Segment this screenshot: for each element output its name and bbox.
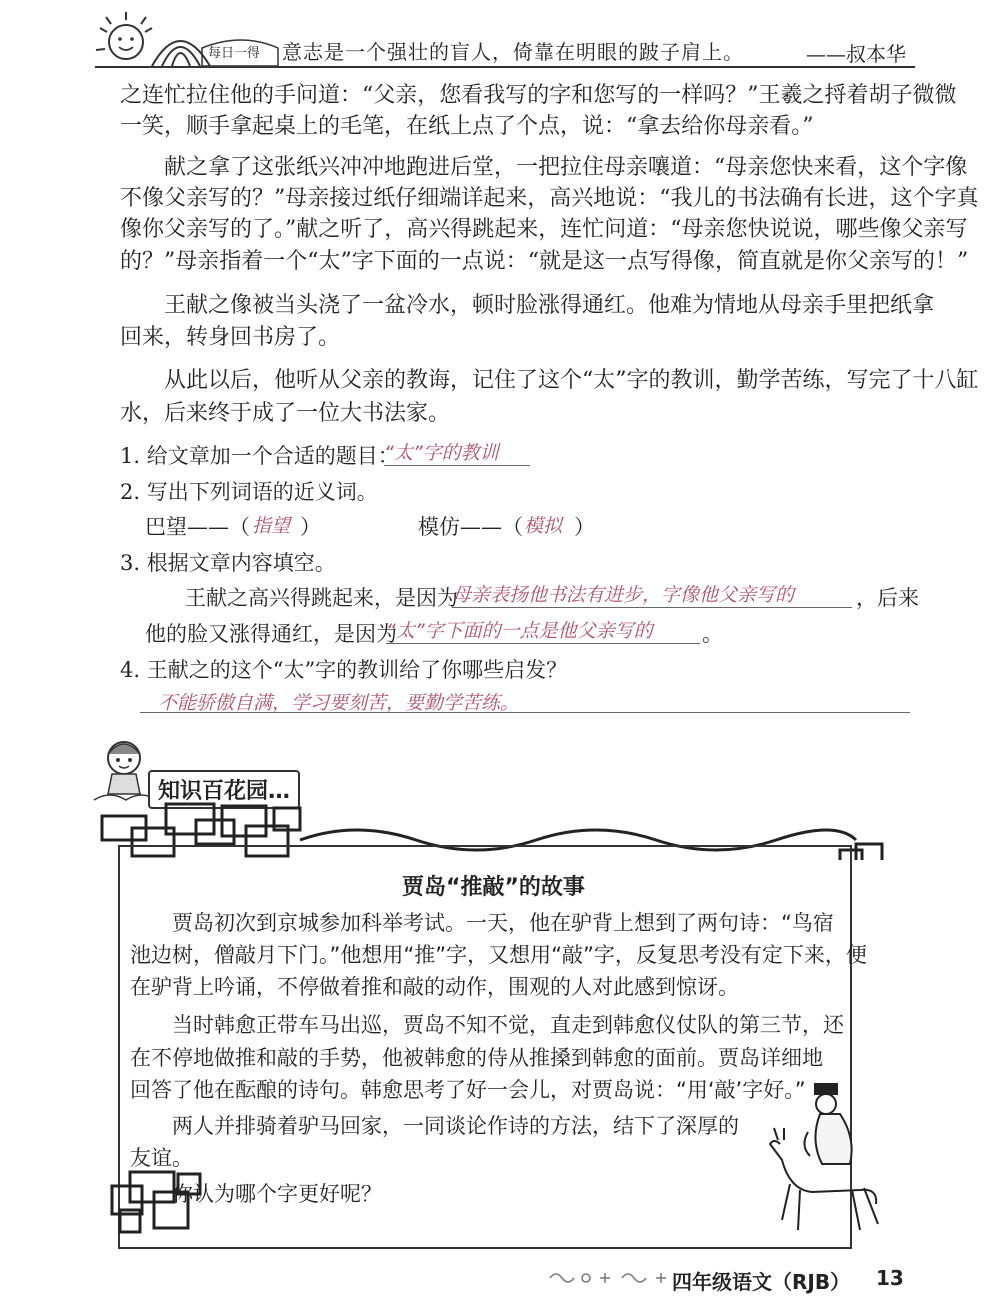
q2-word-2: 模仿——（ (418, 515, 523, 539)
answer-4-line (140, 712, 910, 713)
knowledge-line: 池边树，僧敲月下门。”他想用“推”字，又想用“敲”字，反复思考没有定下来，便 (130, 943, 867, 967)
answer-4: 不能骄傲自满，学习要刻苦，要勤学苦练。 (158, 692, 520, 714)
story-line: 不像父亲写的？”母亲接过纸仔细端详起来，高兴地说：“我儿的书法确有长进，这个字真 (120, 186, 979, 211)
footer-label: 四年级语文（RJB） (672, 1270, 851, 1294)
knowledge-line: 贾岛初次到京城参加科举考试。一天，他在驴背上想到了两句诗：“鸟宿 (130, 911, 834, 935)
story-line: 水，后来终于成了一位大书法家。 (120, 401, 451, 426)
knowledge-line: 在驴背上吟诵，不停做着推和敲的动作，围观的人对此感到惊讶。 (130, 975, 739, 999)
q2-word-1: 巴望——（ (145, 515, 250, 539)
knowledge-line: 两人并排骑着驴马回家，一同谈论作诗的方法，结下了深厚的 (130, 1114, 739, 1138)
question-4: 4. 王献之的这个“太”字的教训给了你哪些启发？ (120, 658, 568, 682)
q3-prefix: 王献之高兴得跳起来，是因为 (185, 586, 458, 610)
q3-middle: ，后来 (856, 586, 919, 610)
knowledge-line: 你认为哪个字更好呢？ (130, 1182, 382, 1206)
corner-squares-decoration (108, 1162, 208, 1238)
answer-2a: 指望 (252, 515, 291, 537)
donkey-rider-illustration (760, 1080, 900, 1255)
story-line: 回来，转身回书房了。 (120, 325, 341, 350)
question-1: 1. 给文章加一个合适的题目： (120, 444, 399, 468)
section-title: 知识百花园… (148, 770, 300, 809)
story-line: 一笑，顺手拿起桌上的毛笔，在纸上点了个点，说：“拿去给你母亲看。” (120, 114, 814, 139)
q2-close-2: ） (574, 515, 595, 539)
knowledge-line: 当时韩愈正带车马出巡，贾岛不知不觉，直走到韩愈仪仗队的第三节，还 (130, 1013, 844, 1037)
story-line: 王献之像被当头浇了一盆冷水，顿时脸涨得通红。他难为情地从母亲手里把纸拿 (120, 293, 935, 318)
knowledge-line: 在不停地做推和敲的手势，他被韩愈的侍从推搡到韩愈的面前。贾岛详细地 (130, 1046, 823, 1070)
story-line: 的？”母亲指着一个“太”字下面的一点说：“就是这一点写得像，简直就是你父亲写的！” (120, 249, 969, 274)
q2-close-1: ） (300, 515, 321, 539)
answer-3b: “太”字下面的一点是他父亲写的 (386, 616, 700, 644)
story-line: 从此以后，他听从父亲的教诲，记住了这个“太”字的教训，勤学苦练，写完了十八缸 (120, 368, 979, 393)
daily-tag: 每日一得 (208, 46, 261, 61)
story-line: 像你父亲写的了。”献之听了，高兴得跳起来，连忙问道：“母亲您快说说，哪些像父亲写 (120, 217, 968, 242)
answer-2b: 模拟 (524, 515, 563, 537)
story-line: 之连忙拉住他的手问道：“父亲，您看我写的字和您写的一样吗？”王羲之捋着胡子微微 (120, 83, 957, 108)
footer-flourish-icon (540, 1264, 670, 1292)
header-rule (95, 66, 915, 68)
page-number: 13 (876, 1266, 904, 1290)
q3-prefix-2: 他的脸又涨得通红，是因为 (145, 622, 397, 646)
knowledge-title: 贾岛“推敲”的故事 (402, 875, 585, 900)
q3-end: 。 (702, 622, 723, 646)
header-motto-author: ——叔本华 (806, 42, 906, 66)
answer-3a: 母亲表扬他书法有进步，字像他父亲写的 (452, 580, 852, 608)
story-line: 献之拿了这张纸兴冲冲地跑进后堂，一把拉住母亲嚷道：“母亲您快来看，这个字像 (120, 155, 968, 180)
knowledge-line: 回答了他在酝酿的诗句。韩愈思考了好一会儿，对贾岛说：“用‘敲’字好。” (130, 1078, 806, 1102)
knowledge-line: 友谊。 (130, 1146, 193, 1170)
question-2: 2. 写出下列词语的近义词。 (120, 480, 378, 504)
answer-1: “太”字的教训 (384, 438, 530, 466)
question-3: 3. 根据文章内容填空。 (120, 551, 336, 575)
header-motto: 意志是一个强壮的盲人，倚靠在明眼的跛子肩上。 (282, 40, 744, 64)
